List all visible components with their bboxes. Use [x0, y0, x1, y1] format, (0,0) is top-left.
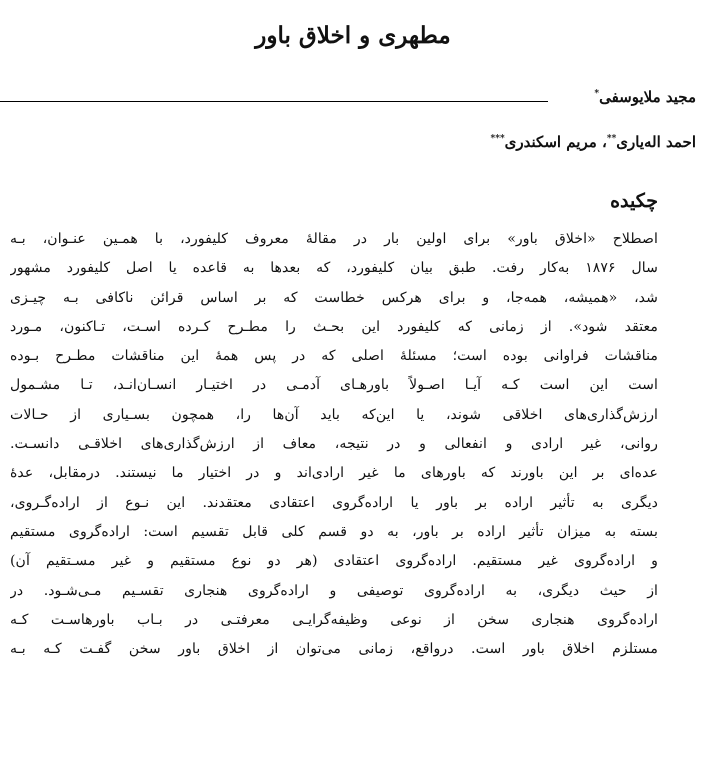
abstract-line: ارزش‌گذاری‌های اخلاقی شوند، یا این‌که باید آن‌ها را، همچون بسـیاری از حـالات [10, 406, 658, 423]
abstract-line: عده‌ای بر این باورند که باورهای ما غیر ارادی‌اند و در اختیار ما نیستند. درمقابل، عدهٔ [10, 465, 658, 482]
abstract-line: مناقشات فراوانی بوده است؛ مسئلهٔ اصلی که در پس همهٔ این مناقشات مطـرح بـوده [10, 348, 658, 365]
first-author-row [0, 88, 696, 112]
abstract-line: معتقد شود». از زمانی که کلیفورد این بحـث را مطـرح کـرده اسـت، تـاکنون، مـورد [10, 318, 658, 335]
author-comma: ، [596, 133, 607, 151]
abstract-line: و اراده‌گروی غیر مستقیم. اراده‌گروی اعتقادی (هر دو نوع مستقیم و غیر مسـتقیم آن) [10, 553, 658, 570]
paper-title: مطهری و اخلاق باور [255, 22, 451, 49]
abstract-heading: چکیده [610, 190, 658, 212]
abstract-body [10, 225, 658, 664]
author-separator-rule [0, 101, 548, 102]
abstract-line: سال ۱۸۷۶ به‌کار رفت. طبق بیان کلیفورد، که بعدها به قاعده یا اصل کلیفورد مشهور [10, 260, 658, 277]
abstract-line: دیگری به تأثیر اراده بر باور یا اراده‌گروی اعتقادی معتقدند. این نـوع از اراده‌گـروی، [10, 494, 658, 511]
abstract-line: بسته به میزان تأثیر اراده بر باور، به دو قسم کلی قابل تقسیم است: اراده‌گروی مستقیم [10, 523, 658, 540]
third-author-name: مریم اسکندری [504, 133, 597, 151]
abstract-line: مستلزم اخلاق باور است. درواقع، زمانی می‌توان از اخلاق باور سخن گفـت کـه بـه [10, 641, 658, 658]
co-authors [491, 133, 696, 151]
abstract-line: اصطلاح «اخلاق باور» برای اولین بار در مقالهٔ معروف کلیفورد، با همـین عنـوان، بـه [10, 231, 658, 247]
abstract-line: است این است کـه آیـا اصـولاً باورهـای آدمـی در اختیـار انسـان‌انـد، تـا مشـمول [10, 377, 658, 394]
second-author-name: احمد اله‌یاری [616, 133, 696, 151]
third-author-footnote-mark[interactable]: *** [490, 134, 505, 144]
abstract-line: شد، «همیشه، همه‌جا، و برای هرکس خطاست که بر اساس قرائن ناکافی بـه چیـزی [10, 289, 658, 306]
first-author-footnote-mark[interactable]: * [594, 89, 600, 99]
first-author-name: مجید ملایوسفی [599, 88, 696, 106]
second-author-footnote-mark[interactable]: ** [606, 134, 617, 144]
first-author [594, 88, 696, 106]
abstract-line: از حیث دیگری، به اراده‌گروی توصیفی و اراده‌گروی هنجاری تقسـیم مـی‌شـود. در [10, 582, 658, 599]
abstract-line: روانی، غیر ارادی و انفعالی و در نتیجه، معاف از ارزش‌گذاری‌های اخلاقـی دانسـت. [10, 436, 658, 453]
abstract-line: اراده‌گروی هنجاری سخن از نوعی وظیفه‌گرایـی معرفتـی در بـاب باورهاسـت کـه [10, 611, 658, 628]
